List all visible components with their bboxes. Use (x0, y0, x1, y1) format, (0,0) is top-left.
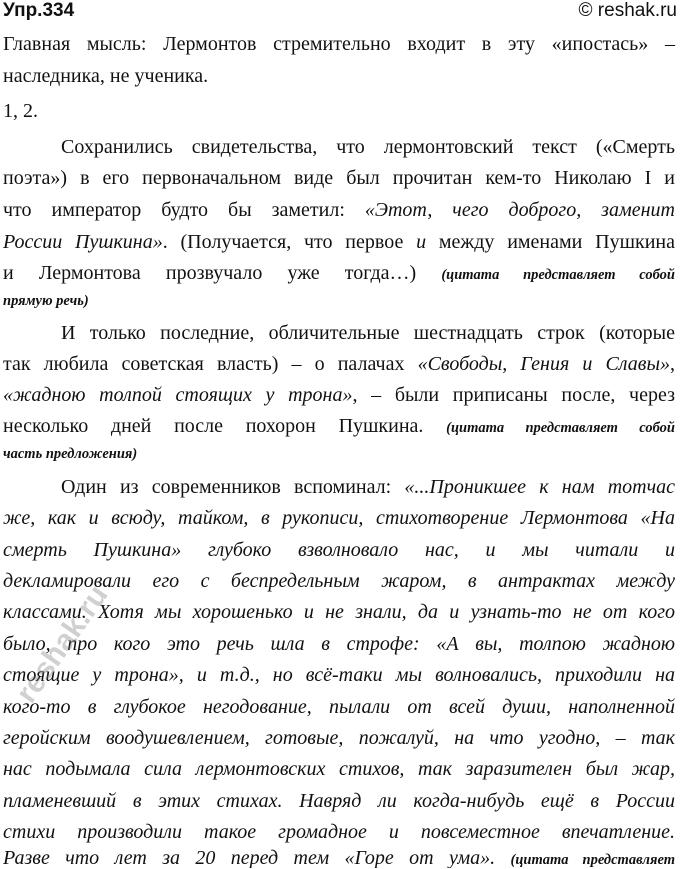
p2-line-4: несколько дней после похорон Пушкина. (цитата представляет собой (3, 415, 675, 437)
p1-line-1: Сохранились свидетельства, что лермонтовский текст («Смерть (61, 136, 675, 158)
p1-line-4: России Пушкина». (Получается, что первое и между именами Пушкина (3, 231, 675, 253)
p3-line-5: классами. Хотя мы хорошенько и не знали, да и узнать-то не от кого (3, 601, 675, 623)
p2-line-3: «жадною толпой стоящих у трона», – были приписаны после, через (3, 384, 676, 406)
p2-line-5: часть предложения) (3, 446, 138, 462)
p3-line-4: декламировали его с беспредельным жаром, в антрактах между (3, 570, 675, 592)
p2-line-1: И только последние, обличительные шестнадцать строк (которые (61, 322, 675, 344)
p3-line-6: было, про кого это речь шла в строфе: «А вы, толпою жадною (3, 633, 675, 655)
p3-line-2: же, как и всюду, тайком, в рукописи, стихотворение Лермонтова «На (3, 507, 675, 529)
p3-line-13: Разве что лет за 20 перед тем «Горе от ума». (цитата представляет (3, 847, 675, 868)
p1-line-5: и Лермонтова прозвучало уже тогда…) (цитата представляет собой (3, 262, 675, 284)
watermark: reshak.ru (10, 579, 115, 709)
p1-line-6: прямую речь) (3, 293, 89, 309)
p1-line-2: поэта») в его первоначальном виде был прочитан кем-то Николаю I и (3, 167, 675, 189)
p3-line-8: кого-то в глубокое негодование, пылали от всей души, наполненной (3, 696, 675, 718)
p3-line-10: нас подымала сила лермонтовских стихов, так заразителен был жар, (3, 758, 675, 780)
p3-line-3: смерть Пушкина» глубоко взволновало нас, и мы читали и (3, 539, 675, 561)
p2-line-2: так любила советская власть) – о палачах «Свободы, Гения и Славы», (3, 353, 675, 375)
p3-line-9: геройским воодушевлением, готовые, пожалуй, на что угодно, – так (3, 727, 675, 749)
site-credit: © reshak.ru (578, 0, 677, 21)
main-idea-line-2: наследника, не ученика. (3, 65, 209, 87)
exercise-title: Упр.334 (3, 0, 75, 21)
p3-line-12: стихи производили такое громадное и повсеместное впечатление. (3, 821, 675, 843)
p1-line-3: что император будто бы заметил: «Этот, чего доброго, заменит (3, 199, 675, 221)
p3-line-11: пламеневший в этих стихах. Навряд ли когда-нибудь ещё в России (3, 790, 675, 812)
p3-line-1: Один из современников вспоминал: «...Проникшее к нам тотчас (61, 476, 676, 498)
main-idea-line-1: Главная мысль: Лермонтов стремительно входит в эту «ипостась» – (3, 33, 675, 55)
task-numbers: 1, 2. (3, 100, 38, 122)
p3-line-7: стоящие у трона», и т.д., но всё-таки мы волновались, приходили на (3, 664, 675, 686)
